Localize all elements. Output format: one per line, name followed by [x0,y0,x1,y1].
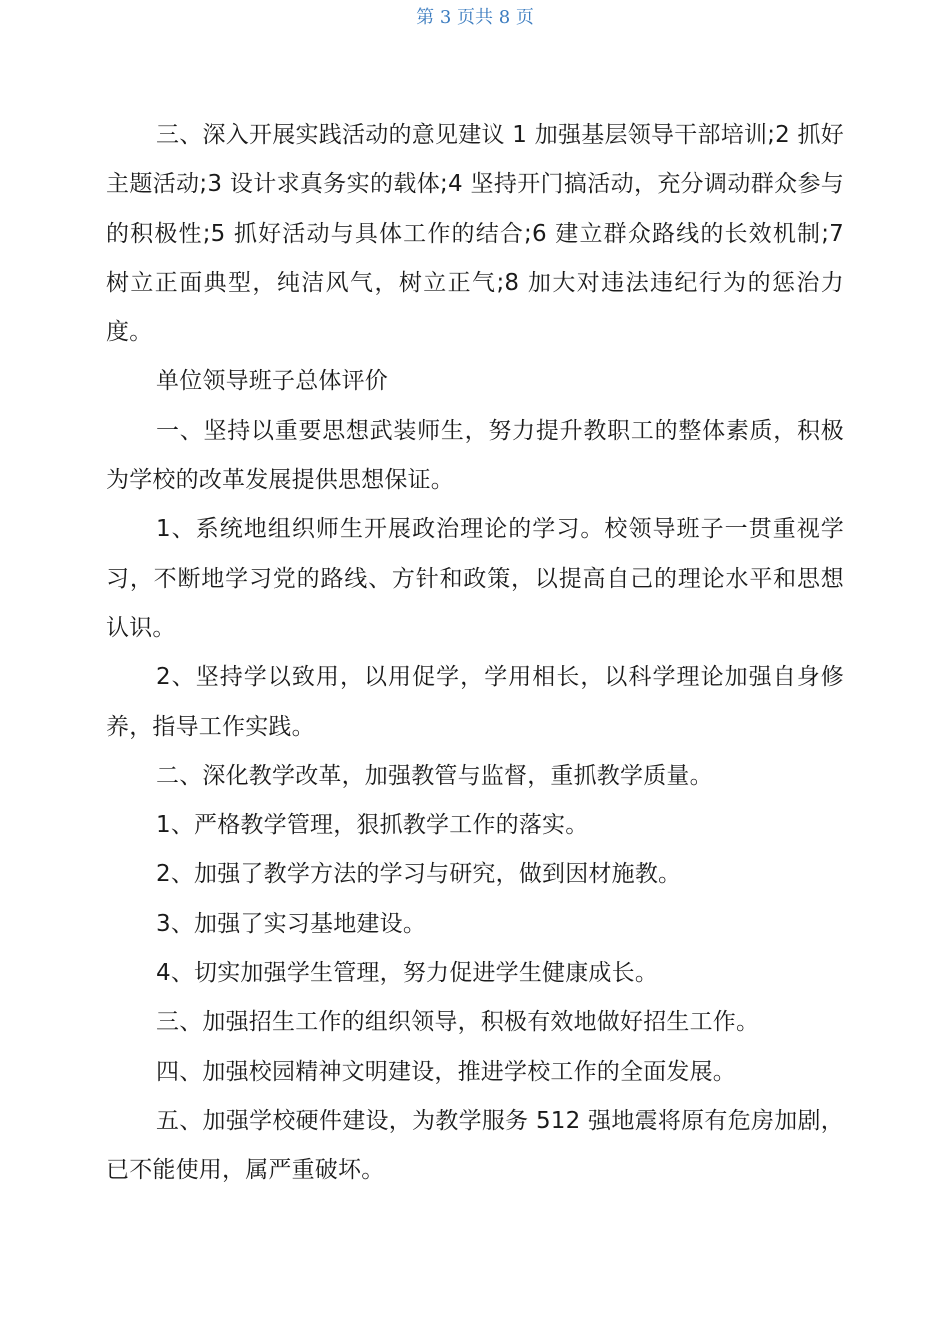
paragraph-point-2: 二、深化教学改革，加强教管与监督，重抓教学质量。 [156,762,713,789]
paragraph-point-2-3: 3、加强了实习基地建设。 [156,910,427,937]
paragraph-point-2-2: 2、加强了教学方法的学习与研究，做到因材施教。 [156,861,682,888]
paragraph-point-3: 三、加强招生工作的组织领导，积极有效地做好招生工作。 [156,1009,760,1036]
page-indicator: 第 3 页共 8 页 [416,7,534,28]
paragraph-point-5: 五、加强学校硬件建设，为教学服务 512 强地震将原有危房加剧，已不能使用，属严重破坏。 [106,1107,844,1184]
paragraph-practice-suggestions: 三、深入开展实践活动的意见建议 1 加强基层领导干部培训;2 抓好主题活动;3 设计求真务实的载体;4 坚持开门搞活动，充分调动群众参与的积极性;5 抓好活动与具体工作的结合;6 建立群众路线的长效机制;7 树立正面典型，纯洁风气，树立正气;8 加大对违法违纪行为的惩治力度。 [106,122,844,346]
paragraph-point-1-2: 2、坚持学以致用，以用促学，学用相长，以科学理论加强自身修养，指导工作实践。 [106,664,844,740]
paragraph-point-4: 四、加强校园精神文明建设，推进学校工作的全面发展。 [156,1058,736,1085]
document-body [106,111,844,1196]
paragraph-point-2-4: 4、切实加强学生管理，努力促进学生健康成长。 [156,960,659,987]
paragraph-point-2-1: 1、严格教学管理，狠抓教学工作的落实。 [156,812,589,839]
paragraph-point-1: 一、坚持以重要思想武装师生，努力提升教职工的整体素质，积极为学校的改革发展提供思想保证。 [106,417,844,494]
paragraph-section-title: 单位领导班子总体评价 [156,368,388,395]
paragraph-point-1-1: 1、系统地组织师生开展政治理论的学习。校领导班子一贯重视学习，不断地学习党的路线、方针和政策，以提高自己的理论水平和思想认识。 [106,516,844,641]
